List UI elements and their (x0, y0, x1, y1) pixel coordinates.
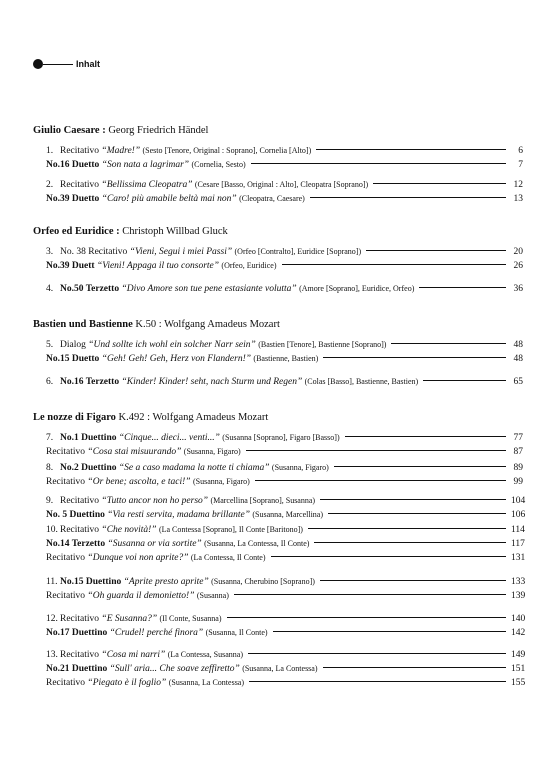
bullet-dot-icon (33, 59, 43, 69)
toc-entry[interactable] (46, 577, 526, 590)
opera-title: Le nozze di Figaro (33, 412, 116, 423)
piece-roles: (La Contessa [Soprano], Il Conte [Baritono]) (158, 525, 303, 534)
piece-roles: (Susanna, La Contessa) (168, 678, 245, 687)
toc-entry[interactable] (46, 284, 523, 297)
leader-line (314, 542, 506, 543)
piece-roles: (Susanna, Figaro) (192, 477, 250, 486)
piece-type: Recitativo (60, 496, 100, 506)
page-number: 99 (513, 477, 523, 487)
header-rule (43, 64, 73, 65)
piece-type: No.2 Duettino (60, 463, 117, 473)
piece-title: “Aprite presto aprite” (123, 577, 209, 587)
page-number: 133 (511, 577, 526, 587)
composer-name: K.492 : Wolfgang Amadeus Mozart (118, 412, 269, 423)
piece-type: No.50 Terzetto (60, 284, 120, 294)
piece-title: “Bellissima Cleopatra” (101, 180, 193, 190)
piece-roles: (Marcellina [Soprano], Susanna) (210, 496, 316, 505)
piece-type: No.15 Duettino (60, 577, 122, 587)
piece-roles: (La Contessa, Il Conte) (190, 553, 266, 562)
piece-type: No.21 Duettino (46, 664, 108, 674)
toc-entry[interactable] (46, 477, 523, 490)
entry-label (46, 146, 311, 156)
page-number: 149 (511, 650, 526, 660)
page-number: 6 (518, 146, 523, 156)
piece-roles: (Il Conte, Susanna) (159, 614, 222, 623)
entry-number: 11. (46, 577, 58, 587)
page-number: 36 (513, 284, 523, 294)
leader-line (316, 149, 506, 150)
piece-roles: (Susanna, Figaro) (183, 447, 241, 456)
piece-title: “Und sollte ich wohl ein solcher Narr sein” (88, 340, 256, 350)
entry-label (46, 496, 315, 506)
piece-roles: (Susanna, La Contessa, Il Conte) (204, 539, 310, 548)
leader-line (328, 513, 506, 514)
piece-type: No.39 Duett (46, 261, 95, 271)
entry-label (46, 180, 368, 190)
page-number: 151 (511, 664, 526, 674)
section-title (33, 412, 268, 423)
page-number: 155 (511, 678, 526, 688)
toc-entry[interactable] (46, 247, 523, 260)
leader-line (373, 183, 506, 184)
entry-label (46, 678, 244, 688)
toc-entry[interactable] (46, 261, 523, 274)
entry-number: 4. (46, 284, 54, 294)
piece-roles: (Bastien [Tenore], Bastienne [Soprano]) (258, 340, 387, 349)
toc-entry[interactable] (46, 553, 526, 566)
entry-number: 5. (46, 340, 54, 350)
entry-label (46, 664, 318, 674)
page-number: 48 (513, 354, 523, 364)
piece-title: “Crudel! perché finora” (109, 628, 204, 638)
piece-title: “Or bene; ascolta, e taci!” (87, 477, 191, 487)
opera-title: Giulio Caesare : (33, 125, 106, 136)
toc-entry[interactable] (46, 525, 523, 538)
toc-entry[interactable] (46, 496, 526, 509)
entry-label (46, 433, 340, 443)
leader-line (310, 197, 506, 198)
toc-entry[interactable] (46, 628, 526, 641)
section-title (33, 319, 280, 330)
toc-entry[interactable] (46, 146, 523, 159)
page-number: 89 (513, 463, 523, 473)
piece-roles: (Susanna, Cherubino [Soprano]) (211, 577, 315, 586)
toc-entry[interactable] (46, 591, 526, 604)
leader-line (273, 631, 506, 632)
leader-line (320, 499, 506, 500)
page-number: 13 (513, 194, 523, 204)
entry-number: 6. (46, 377, 54, 387)
piece-title: “Vieni! Appaga il tuo consorte” (96, 261, 220, 271)
entry-label (46, 447, 241, 457)
piece-title: “Dunque voi non aprite?” (87, 553, 189, 563)
entry-label (46, 354, 318, 364)
toc-entry[interactable] (46, 194, 523, 207)
toc-entry[interactable] (46, 447, 523, 460)
piece-type: Dialog (60, 340, 86, 350)
leader-line (282, 264, 507, 265)
leader-line (249, 681, 506, 682)
entry-label (46, 377, 418, 387)
composer-name: Christoph Willbad Gluck (122, 226, 228, 237)
page-number: 87 (513, 447, 523, 457)
piece-title: “Via resti servita, madama brillante” (107, 510, 250, 520)
contents-header (33, 58, 100, 70)
page-number: 104 (511, 496, 526, 506)
page-number: 114 (511, 525, 525, 535)
piece-type: Recitativo (46, 447, 86, 457)
piece-type: Recitativo (60, 180, 100, 190)
piece-title: “Sull' aria... Che soave zeffiretto” (109, 664, 240, 674)
leader-line (334, 466, 506, 467)
piece-roles: (La Contessa, Susanna) (167, 650, 244, 659)
leader-line (271, 556, 506, 557)
composer-name: K.50 : Wolfgang Amadeus Mozart (135, 319, 280, 330)
leader-line (423, 380, 506, 381)
leader-line (248, 653, 506, 654)
entry-label (46, 650, 243, 660)
page-number: 26 (513, 261, 523, 271)
entry-label (46, 591, 229, 601)
contents-title: Inhalt (76, 59, 100, 69)
page-number: 77 (513, 433, 523, 443)
page-number: 20 (513, 247, 523, 257)
entry-label (46, 614, 222, 624)
piece-type: No.16 Terzetto (60, 377, 120, 387)
page-number: 139 (511, 591, 526, 601)
piece-type: No.15 Duetto (46, 354, 100, 364)
toc-entry[interactable] (46, 650, 526, 663)
page-number: 7 (518, 160, 523, 170)
piece-title: “Son nata a lagrimar” (101, 160, 190, 170)
entry-label (46, 477, 250, 487)
leader-line (419, 287, 506, 288)
leader-line (255, 480, 506, 481)
piece-title: “Susanna or via sortite” (107, 539, 202, 549)
entry-label (46, 628, 268, 638)
leader-line (323, 357, 506, 358)
piece-type: No. 5 Duettino (46, 510, 105, 520)
piece-type: No.39 Duetto (46, 194, 100, 204)
piece-title: “Vieni, Segui i miei Passi” (129, 247, 233, 257)
piece-roles: (Susanna [Soprano], Figaro [Basso]) (222, 433, 340, 442)
piece-roles: (Susanna, Marcellina) (252, 510, 324, 519)
entry-number: 7. (46, 433, 54, 443)
piece-roles: (Bastienne, Bastien) (253, 354, 319, 363)
toc-entry[interactable] (46, 539, 523, 552)
page-number: 131 (511, 553, 526, 563)
piece-type: No.17 Duettino (46, 628, 108, 638)
page-number: 106 (511, 510, 526, 520)
piece-roles: (Colas [Basso], Bastienne, Bastien) (304, 377, 419, 386)
section-title (33, 125, 208, 136)
entry-label (46, 261, 277, 271)
piece-title: “Madre!” (101, 146, 141, 156)
piece-type: Recitativo (60, 146, 100, 156)
leader-line (246, 450, 506, 451)
toc-entry[interactable] (46, 160, 523, 173)
piece-title: “Tutto ancor non ho perso” (101, 496, 209, 506)
leader-line (323, 667, 506, 668)
page-number: 140 (511, 614, 526, 624)
piece-type: No. 38 Recitativo (60, 247, 128, 257)
piece-type: Recitativo (60, 650, 100, 660)
opera-title: Orfeo ed Euridice : (33, 226, 120, 237)
leader-line (345, 436, 506, 437)
piece-title: “Cosa stai misuurando” (87, 447, 182, 457)
piece-title: “Che novità!” (101, 525, 157, 535)
leader-line (227, 617, 507, 618)
piece-roles: (Cornelia, Sesto) (191, 160, 246, 169)
entry-label (46, 284, 414, 294)
piece-roles: (Susanna) (196, 591, 229, 600)
entry-label (46, 160, 246, 170)
piece-type: Recitativo (46, 553, 86, 563)
toc-entry[interactable] (46, 180, 523, 193)
piece-title: “Geh! Geh! Geh, Herz von Flandern!” (101, 354, 252, 364)
piece-roles: (Cleopatra, Caesare) (239, 194, 305, 203)
leader-line (251, 163, 506, 164)
entry-label (46, 525, 303, 535)
piece-type: Recitativo (60, 614, 100, 624)
entry-label (46, 463, 329, 473)
composer-name: Georg Friedrich Händel (108, 125, 209, 136)
entry-label (46, 577, 315, 587)
entry-label (46, 247, 361, 257)
piece-type: Recitativo (60, 525, 100, 535)
toc-entry[interactable] (46, 510, 526, 523)
piece-title: “Cosa mi narri” (101, 650, 166, 660)
toc-entry[interactable] (46, 433, 523, 446)
entry-label (46, 340, 386, 350)
piece-title: “Piegato è il foglio” (87, 678, 167, 688)
toc-entry[interactable] (46, 340, 523, 353)
leader-line (366, 250, 506, 251)
entry-number: 2. (46, 180, 54, 190)
piece-title: “Caro! più amabile beltà mai non” (101, 194, 237, 204)
piece-type: No.16 Duetto (46, 160, 100, 170)
entry-label (46, 194, 305, 204)
entry-number: 12. (46, 614, 58, 624)
toc-entry[interactable] (46, 664, 526, 677)
piece-title: “Se a caso madama la notte ti chiama” (118, 463, 270, 473)
leader-line (391, 343, 506, 344)
entry-label (46, 553, 266, 563)
entry-label (46, 510, 323, 520)
piece-roles: (Orfeo, Euridice) (221, 261, 277, 270)
toc-entry[interactable] (46, 354, 523, 367)
piece-roles: (Amore [Soprano], Euridice, Orfeo) (299, 284, 415, 293)
entry-number: 1. (46, 146, 54, 156)
piece-type: No.14 Terzetto (46, 539, 106, 549)
piece-type: No.1 Duettino (60, 433, 117, 443)
page-number: 117 (511, 539, 525, 549)
entry-label (46, 539, 309, 549)
toc-entry[interactable] (46, 678, 526, 691)
piece-roles: (Susanna, Figaro) (271, 463, 329, 472)
entry-number: 10. (46, 525, 58, 535)
piece-title: “Oh guarda il demonietto!” (87, 591, 195, 601)
page-number: 65 (513, 377, 523, 387)
entry-number: 13. (46, 650, 58, 660)
leader-line (308, 528, 506, 529)
piece-type: Recitativo (46, 477, 86, 487)
page-number: 48 (513, 340, 523, 350)
page-number: 12 (513, 180, 523, 190)
toc-entry[interactable] (46, 377, 523, 390)
piece-roles: (Orfeo [Contralto], Euridice [Soprano]) (234, 247, 362, 256)
piece-roles: (Susanna, La Contessa) (242, 664, 318, 673)
piece-title: “Divo Amore son tue pene estasiante volutta” (121, 284, 297, 294)
piece-roles: (Sesto [Tenore, Original : Soprano], Cornelia [Alto]) (142, 146, 312, 155)
entry-number: 8. (46, 463, 54, 473)
piece-type: Recitativo (46, 678, 86, 688)
toc-entry[interactable] (46, 463, 523, 476)
entry-number: 9. (46, 496, 54, 506)
piece-roles: (Susanna, Il Conte) (205, 628, 268, 637)
entry-number: 3. (46, 247, 54, 257)
piece-type: Recitativo (46, 591, 86, 601)
leader-line (320, 580, 506, 581)
piece-roles: (Cesare [Basso, Original : Alto], Cleopatra [Soprano]) (194, 180, 369, 189)
piece-title: “Kinder! Kinder! seht, nach Sturm und Regen” (121, 377, 303, 387)
page-number: 142 (511, 628, 526, 638)
section-title (33, 226, 228, 237)
opera-title: Bastien und Bastienne (33, 319, 133, 330)
leader-line (234, 594, 506, 595)
piece-title: “E Susanna?” (101, 614, 158, 624)
toc-entry[interactable] (46, 614, 526, 627)
piece-title: “Cinque... dieci... venti...” (118, 433, 220, 443)
